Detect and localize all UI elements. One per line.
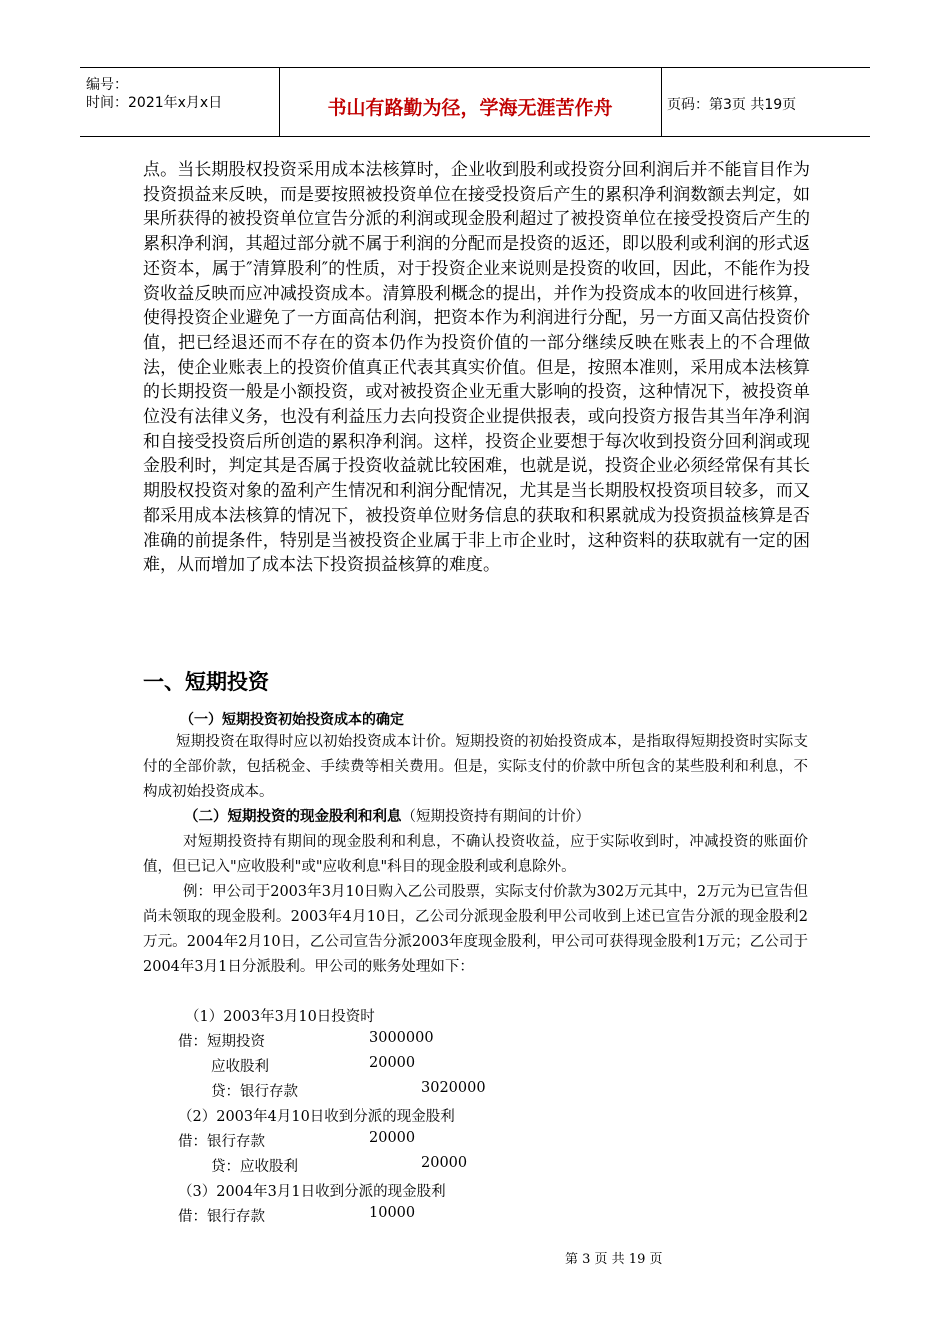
entry-1-credit-amount: 3020000 (421, 1080, 486, 1096)
entry-3-debit-amount: 10000 (369, 1205, 416, 1221)
entry-1-debit-label: 借：短期投资 (178, 1034, 265, 1050)
section-heading: 一、短期投资 (143, 670, 269, 694)
entry-2-credit-label: 贷：应收股利 (211, 1159, 298, 1175)
entry-3-debit-label: 借：银行存款 (178, 1209, 265, 1225)
entry-2-credit-amount: 20000 (421, 1155, 468, 1171)
subheading-2 (184, 805, 590, 826)
header-page-number: 页码：第3页 共19页 (667, 97, 797, 113)
body-paragraph-2: 短期投资在取得时应以初始投资成本计价。短期投资的初始投资成本，是指取得短期投资时实际支付的全部价款，包括税金、手续费等相关费用。但是，实际支付的价款中所包含的某些股利和利息，不构成初始投资成本。 (143, 734, 808, 800)
body-paragraph-1: 点。当长期股权投资采用成本法核算时，企业收到股利或投资分回利润后并不能盲目作为投资损益来反映，而是要按照被投资单位在接受投资后产生的累积净利润数额去判定，如果所获得的被投资单位宣告分派的利润或现金股利超过了被投资单位在接受投资后产生的累积净利润，其超过部分就不属于利润的分配而是投资的返还，即以股利或利润的形式返还资本，属于″清算股利″的性质，对于投资企业来说则是投资的收回，因此，不能作为投资收益反映而应冲减投资成本。清算股利概念的提出，并作为投资成本的收回进行核算，使得投资企业避免了一方面高估利润，把资本作为利润进行分配，另一方面又高估投资价值，把已经退还而不存在的资本仍作为投资价值的一部分继续反映在账表上的不合理做法，使企业账表上的投资价值真正代表其真实价值。但是，按照本准则，采用成本法核算的长期投资一般是小额投资，或对被投资企业无重大影响的投资，这种情况下，被投资单位没有法律义务，也没有利益压力去向投资企业提供报表，或向投资方报告其当年净利润和自接受投资后所创造的累积净利润。这样，投资企业要想于每次收到投资分回利润或现金股利时，判定其是否属于投资收益就比较困难，也就是说，投资企业必须经常保有其长期股权投资对象的盈利产生情况和利润分配情况，尤其是当长期股权投资项目较多，而又都采用成本法核算的情况下，被投资单位财务信息的获取和积累就成为投资损益核算是否准确的前提条件，特别是当被投资企业属于非上市企业时，这种资料的获取就有一定的困难，从而增加了成本法下投资损益核算的难度。 (143, 160, 810, 576)
header-info-cell (80, 68, 280, 136)
header-page-cell (661, 68, 870, 136)
entry-1-debit-amount: 3000000 (369, 1030, 434, 1046)
entry-2-debit-label: 借：银行存款 (178, 1134, 265, 1150)
entry-1-debit2-label: 应收股利 (211, 1059, 269, 1075)
entry-1-title: （1）2003年3月10日投资时 (185, 1009, 375, 1025)
entry-2-debit-amount: 20000 (369, 1130, 416, 1146)
subheading-2-note: （短期投资持有期间的计价） (401, 809, 590, 825)
document-date: 时间：2021年x月x日 (86, 95, 223, 111)
page-header (80, 67, 870, 137)
entry-3-title: （3）2004年3月1日收到分派的现金股利 (178, 1184, 446, 1200)
header-motto: 书山有路勤为径，学海无涯苦作舟 (327, 97, 613, 119)
entry-1-credit-label: 贷：银行存款 (211, 1084, 298, 1100)
document-number: 编号： (86, 77, 128, 93)
header-motto-cell (279, 68, 662, 136)
entry-2-title: （2）2003年4月10日收到分派的现金股利 (178, 1109, 455, 1125)
entry-1-debit2-amount: 20000 (369, 1055, 416, 1071)
body-paragraph-3: 对短期投资持有期间的现金股利和利息，不确认投资收益，应于实际收到时，冲减投资的账面价值，但已记入"应收股利"或"应收利息"科目的现金股利或利息除外。 (143, 834, 808, 875)
example-paragraph: 例：甲公司于2003年3月10日购入乙公司股票，实际支付价款为302万元其中，2万元为已宣告但尚未领取的现金股利。2003年4月10日，乙公司分派现金股利甲公司收到上述已宣告分派的现金股利2万元。2004年2月10日，乙公司宣告分派2003年度现金股利，甲公司可获得现金股利1万元；乙公司于2004年3月1日分派股利。甲公司的账务处理如下： (143, 884, 808, 975)
subheading-1: （一）短期投资初始投资成本的确定 (180, 712, 404, 728)
page-footer: 第 3 页 共 19 页 (565, 1252, 663, 1267)
subheading-2-bold: （二）短期投资的现金股利和利息 (184, 809, 402, 825)
